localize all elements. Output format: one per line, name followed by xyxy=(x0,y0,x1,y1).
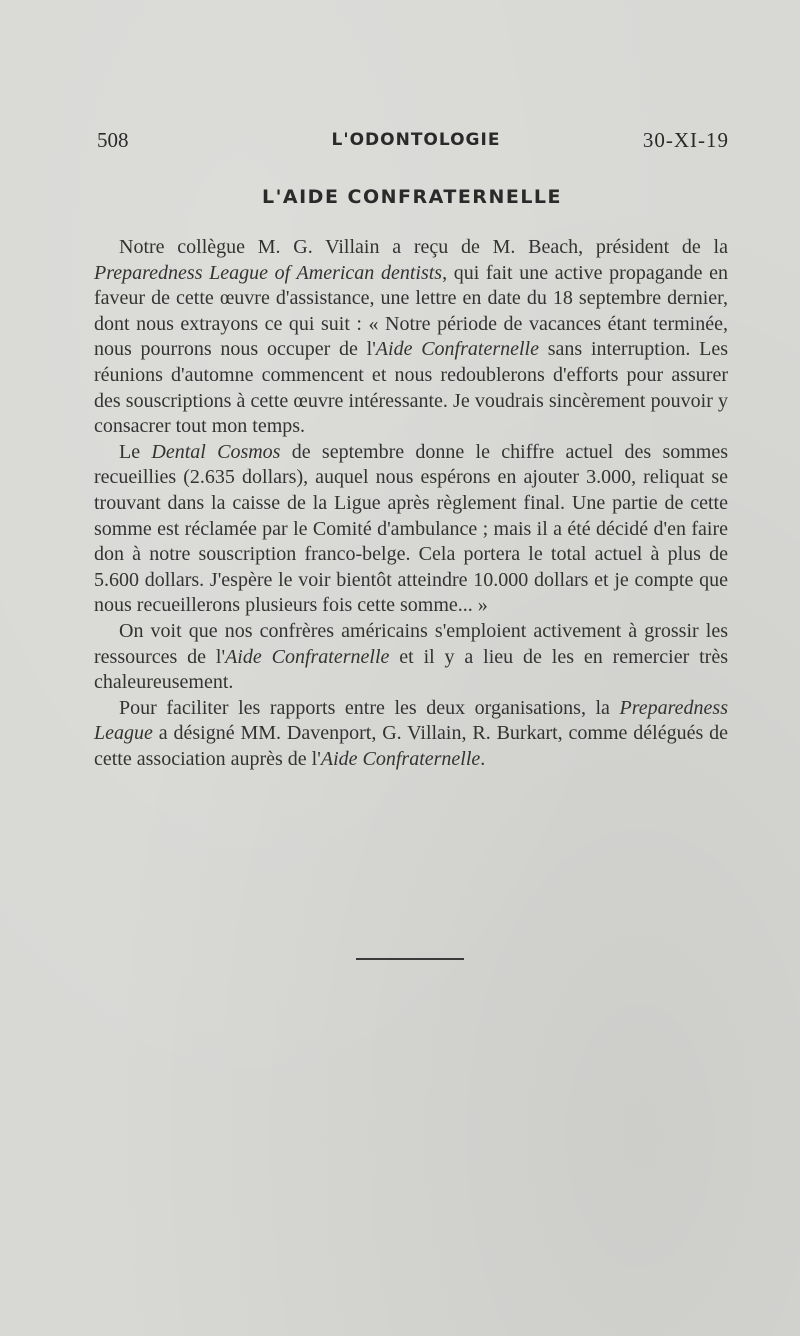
article-title: L'AIDE CONFRATERNELLE xyxy=(261,186,563,208)
running-header xyxy=(95,128,729,158)
journal-title: L'ODONTOLOGIE xyxy=(331,130,501,150)
end-divider-rule xyxy=(356,958,464,960)
paragraph-2: Le Dental Cosmos de septembre donne le chiffre actuel des sommes recueillies (2.635 dollars), auquel nous espérons en ajouter 3.000, reliquat se trouvant dans la caisse de la Ligue après règlement final. Une partie de cette somme est réclamée par le Comité d'ambulance ; mais il a été décidé d'en faire don à notre souscription franco-belge. Cela portera le total actuel à plus de 5.600 dollars. J'espère le voir bientôt atteindre 10.000 dollars et je compte que nous recueillerons plusieurs fois cette somme... » xyxy=(94,440,729,617)
paragraph-3: On voit que nos confrères américains s'emploient activement à grossir les ressources de l'Aide Confraternelle et il y a lieu de les en remercier très chaleureusement. xyxy=(94,619,728,694)
paragraph-4: Pour faciliter les rapports entre les deux organisations, la Preparedness League a désigné MM. Davenport, G. Villain, R. Burkart, comme délégués de cette association auprès de l'Aide Confraternelle. xyxy=(94,696,728,770)
paragraph-1: Notre collègue M. G. Villain a reçu de M. Beach, président de la Preparedness League of American dentists, qui fait une active propagande en faveur de cette œuvre d'assistance, une lettre en date du 18 septembre dernier, dont nous extrayons ce qui suit : « Notre période de vacances étant terminée, nous pourrons nous occuper de l'Aide Confraternelle sans interruption. Les réunions d'automne commencent et nous redoublerons d'efforts pour assurer des souscriptions à cette œuvre intéressante. Je voudrais sincèrement pouvoir y consacrer tout mon temps. xyxy=(94,236,729,438)
article-body xyxy=(94,235,728,772)
page-number: 508 xyxy=(97,128,129,152)
issue-date: 30-XI-19 xyxy=(642,128,729,152)
